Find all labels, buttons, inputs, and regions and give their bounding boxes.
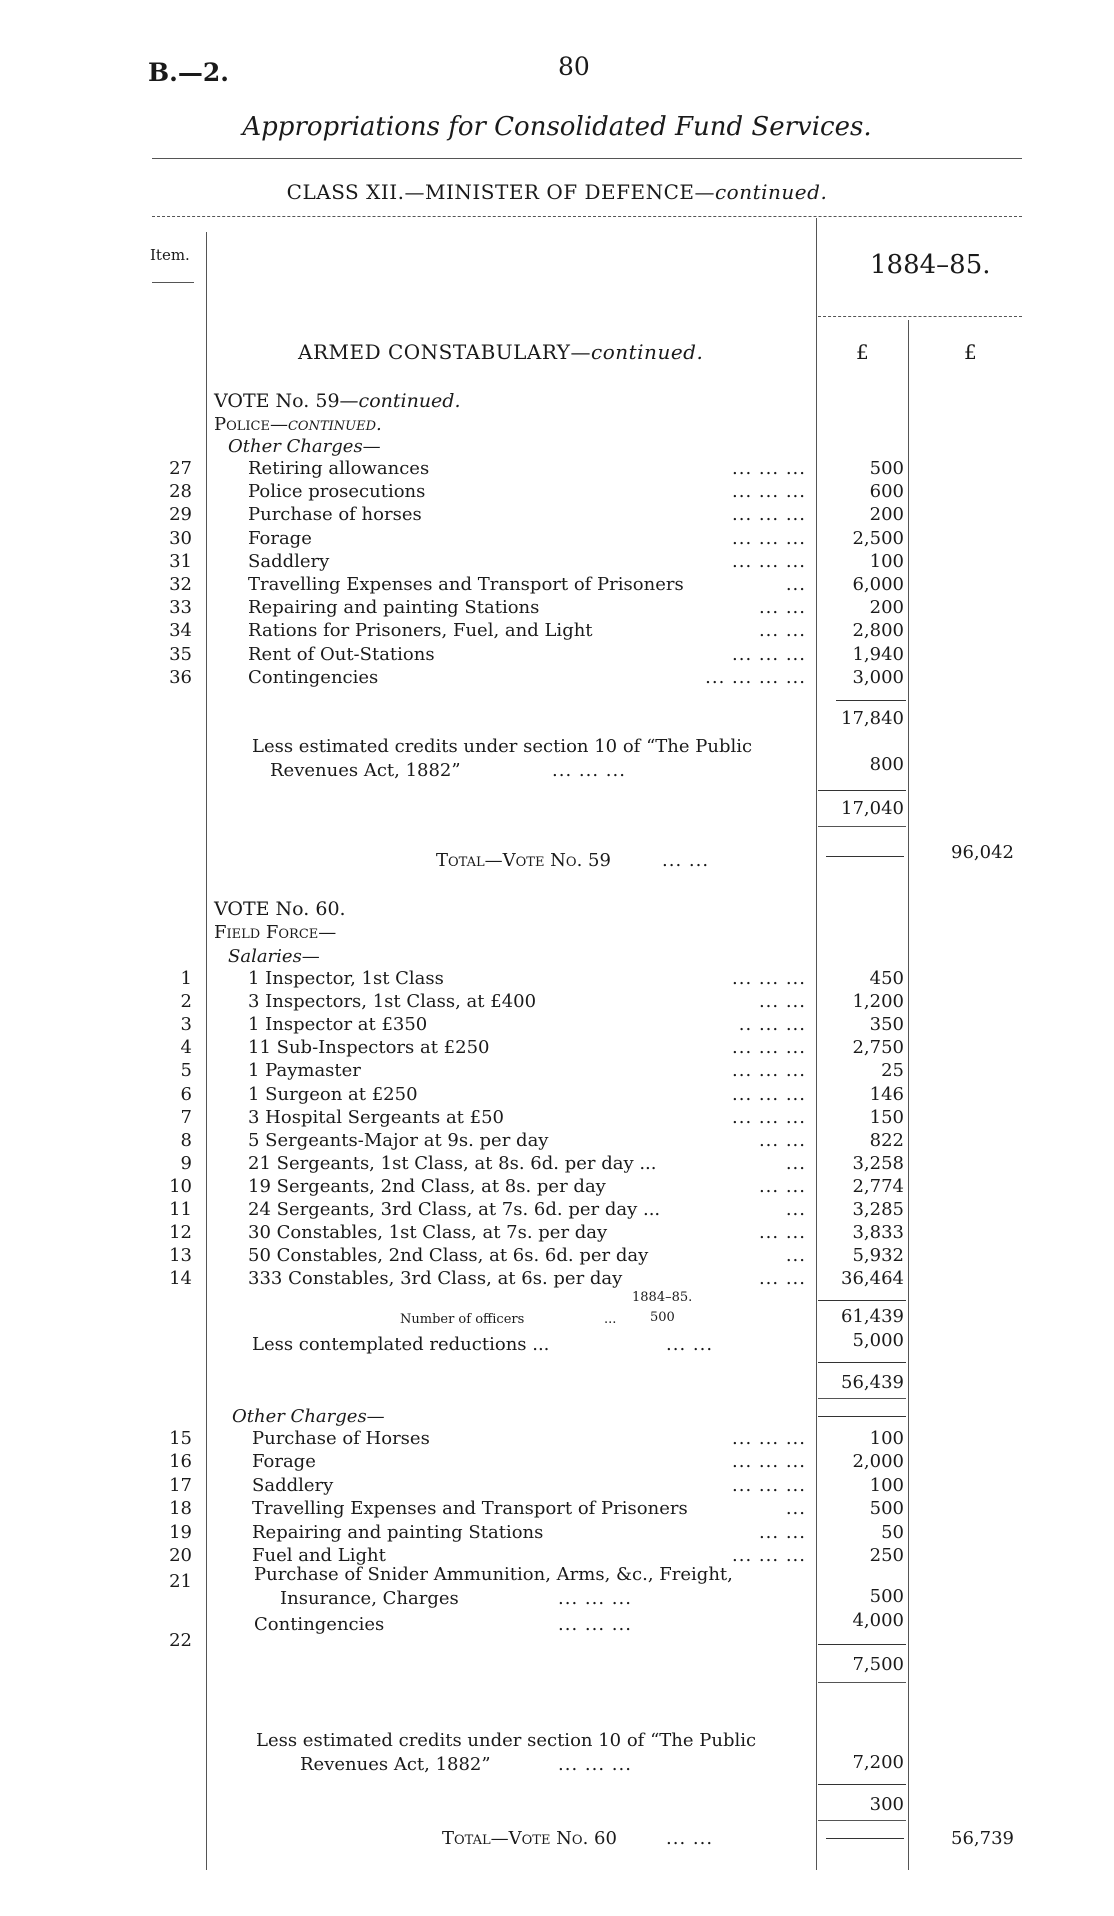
salaries-total: 61,439 (841, 1306, 904, 1327)
item-number: 10 (169, 1175, 192, 1197)
police-heading-text: Police— (214, 414, 288, 435)
item-number: 4 (180, 1037, 192, 1059)
item-number: 22 (169, 1630, 192, 1651)
item-dots: ... ... (758, 1521, 806, 1543)
salaries-total-rule (818, 1300, 906, 1301)
salaries-net-underline (818, 1398, 906, 1399)
document-reference: B.—2. (148, 58, 229, 87)
item-column-rule (206, 232, 207, 1870)
total-column-rule (908, 320, 909, 1870)
vote-60-other-charges-heading: Other Charges— (232, 1406, 385, 1427)
item-amount: 600 (869, 481, 904, 503)
item-number: 6 (180, 1083, 192, 1105)
item-number: 8 (180, 1129, 192, 1151)
item-label: Purchase of Horses (252, 1428, 430, 1449)
vote-60-net-rule (818, 1784, 906, 1785)
item-dots: ... ... ... (732, 1428, 806, 1449)
class-heading-text: CLASS XII.—MINISTER OF DEFENCE— (286, 180, 715, 204)
reductions-dots: ... ... (666, 1334, 714, 1355)
item-number: 36 (169, 666, 192, 688)
salaries-net-rule (818, 1362, 906, 1363)
item-number: 14 (169, 1268, 192, 1290)
item-label: Retiring allowances (248, 458, 430, 479)
item-dots: ... ... ... (732, 643, 806, 665)
item-dots: ... ... ... (732, 504, 806, 526)
vote-59-total-label: Total—Vote No. 59 (436, 850, 611, 871)
item-dots: ... ... (758, 1129, 806, 1151)
item-dots: ... (785, 1245, 806, 1267)
item-amount: 5,932 (852, 1245, 904, 1267)
other-total: 7,500 (852, 1654, 904, 1675)
vote-59-net: 17,040 (841, 798, 904, 819)
item-label: 1 Paymaster (248, 1060, 361, 1082)
item-amount: 100 (869, 1428, 904, 1449)
class-heading-continued: continued. (714, 180, 828, 204)
item-amount: 3,285 (852, 1199, 904, 1220)
item-header-underline (152, 282, 194, 283)
item-number: 1 (180, 968, 192, 989)
item-label: Forage (252, 1451, 316, 1473)
page-title: Appropriations for Consolidated Fund Services. (242, 112, 872, 142)
item-amount: 2,750 (852, 1037, 904, 1059)
item-dots: ... ... (758, 620, 806, 642)
item-21-dots: ... ... ... (558, 1588, 632, 1609)
item-dots: ... ... ... ... (705, 666, 806, 688)
vote-59-subtotal: 17,840 (841, 708, 904, 729)
item-label: 1 Surgeon at £250 (248, 1083, 418, 1105)
item-amount: 25 (881, 1060, 904, 1082)
item-amount: 146 (869, 1083, 904, 1105)
item-amount: 100 (869, 550, 904, 572)
item-label: 3 Hospital Sergeants at £50 (248, 1106, 504, 1128)
item-label: 1 Inspector, 1st Class (248, 968, 444, 989)
item-dots: ... (785, 1199, 806, 1220)
column-header-item: Item. (150, 246, 190, 264)
item-amount: 350 (869, 1014, 904, 1036)
class-heading (0, 180, 1114, 204)
item-amount: 3,833 (852, 1222, 904, 1244)
section-title-text: ARMED CONSTABULARY— (298, 340, 591, 364)
vote-60-less-amount: 7,200 (852, 1752, 904, 1773)
reductions-amount: 5,000 (852, 1330, 904, 1351)
section-title-continued: continued. (591, 340, 704, 364)
item-number: 31 (169, 550, 192, 572)
item-label: 333 Constables, 3rd Class, at 6s. per day (248, 1268, 623, 1290)
item-label: 1 Inspector at £350 (248, 1014, 428, 1036)
header-rule (152, 158, 1022, 159)
vote-59-less-dots: ... ... ... (552, 760, 626, 781)
item-dots: ... ... ... (732, 1451, 806, 1473)
item-amount: 2,774 (852, 1175, 904, 1197)
item-dots: ... (785, 1152, 806, 1174)
other-total-rule (818, 1644, 906, 1645)
vote-59-less-amount: 800 (869, 754, 904, 775)
reductions-label: Less contemplated reductions ... (252, 1334, 550, 1355)
item-label: Repairing and painting Stations (248, 597, 540, 619)
vote-59-subtotal-rule (836, 700, 906, 701)
item-label: 50 Constables, 2nd Class, at 6s. 6d. per day (248, 1245, 649, 1267)
vote-60-total-dash (826, 1838, 904, 1839)
item-amount: 2,800 (852, 620, 904, 642)
officers-year: 1884–85. (632, 1290, 693, 1305)
police-heading (214, 414, 382, 435)
item-dots: ... ... ... (732, 968, 806, 989)
item-amount: 200 (869, 504, 904, 526)
column-header-year: 1884–85. (870, 250, 991, 280)
item-amount: 3,000 (852, 666, 904, 688)
item-number: 11 (169, 1199, 192, 1220)
vote-59-total-dots: ... ... (662, 850, 710, 871)
item-number: 29 (169, 504, 192, 526)
item-dots: ... ... ... (732, 550, 806, 572)
item-label: 19 Sergeants, 2nd Class, at 8s. per day (248, 1175, 606, 1197)
item-dots: ... ... ... (732, 1083, 806, 1105)
item-amount: 200 (869, 597, 904, 619)
vote-60-net: 300 (869, 1794, 904, 1815)
item-amount: 450 (869, 968, 904, 989)
item-number: 18 (169, 1498, 192, 1520)
field-force-heading: Field Force— (214, 922, 337, 943)
item-label: 24 Sergeants, 3rd Class, at 7s. 6d. per day ... (248, 1199, 661, 1220)
item-number: 28 (169, 481, 192, 503)
item-number: 15 (169, 1428, 192, 1449)
item-21-amount: 500 (869, 1586, 904, 1607)
item-number: 35 (169, 643, 192, 665)
item-label: Fuel and Light (252, 1545, 386, 1566)
item-dots: ... ... (758, 597, 806, 619)
item-label: Forage (248, 527, 312, 549)
item-amount: 2,500 (852, 527, 904, 549)
item-21-line1: Purchase of Snider Ammunition, Arms, &c., Freight, (254, 1564, 733, 1585)
item-amount: 3,258 (852, 1152, 904, 1174)
page-number: 80 (558, 52, 590, 81)
item-number: 9 (180, 1152, 192, 1174)
item-number: 12 (169, 1222, 192, 1244)
item-number: 20 (169, 1545, 192, 1566)
salaries-heading: Salaries— (228, 946, 320, 967)
vote-60-heading: VOTE No. 60. (214, 898, 346, 920)
item-dots: ... ... ... (732, 481, 806, 503)
item-dots: ... ... ... (732, 458, 806, 479)
vote-60-less-line2: Revenues Act, 1882” (300, 1754, 491, 1775)
class-rule (152, 216, 1022, 217)
item-dots: ... ... ... (732, 1106, 806, 1128)
item-number: 3 (180, 1014, 192, 1036)
police-continued: continued. (287, 414, 382, 435)
item-number: 27 (169, 458, 192, 479)
item-dots: ... ... (758, 991, 806, 1013)
item-amount: 1,200 (852, 991, 904, 1013)
item-label: 21 Sergeants, 1st Class, at 8s. 6d. per day ... (248, 1152, 657, 1174)
vote-60-total: 56,739 (951, 1828, 1014, 1849)
item-number: 13 (169, 1245, 192, 1267)
item-number: 16 (169, 1451, 192, 1473)
item-label: Police prosecutions (248, 481, 426, 503)
item-22-dots: ... ... ... (558, 1614, 632, 1635)
item-dots: ... ... ... (732, 527, 806, 549)
item-amount: 822 (869, 1129, 904, 1151)
other-charges-heading: Other Charges— (228, 436, 381, 457)
salaries-net: 56,439 (841, 1372, 904, 1393)
item-label: Rations for Prisoners, Fuel, and Light (248, 620, 593, 642)
item-amount: 500 (869, 1498, 904, 1520)
item-number: 21 (169, 1571, 192, 1592)
officers-label: Number of officers (400, 1312, 525, 1327)
item-number: 32 (169, 574, 192, 595)
officers-dots: ... (604, 1312, 617, 1327)
item-amount: 100 (869, 1474, 904, 1496)
item-number: 5 (180, 1060, 192, 1082)
item-22-label: Contingencies (254, 1614, 385, 1635)
item-number: 34 (169, 620, 192, 642)
other-total-underline (818, 1682, 906, 1683)
section-title (298, 340, 703, 364)
item-amount: 250 (869, 1545, 904, 1566)
item-amount: 2,000 (852, 1451, 904, 1473)
vote-59-continued: continued. (358, 390, 461, 412)
item-dots: ... ... ... (732, 1060, 806, 1082)
item-label: 3 Inspectors, 1st Class, at £400 (248, 991, 537, 1013)
item-dots: ... ... (758, 1175, 806, 1197)
item-label: Rent of Out-Stations (248, 643, 435, 665)
item-label: 30 Constables, 1st Class, at 7s. per day (248, 1222, 608, 1244)
vote-59-heading (214, 390, 461, 412)
item-number: 2 (180, 991, 192, 1013)
amount-column-rule (816, 218, 817, 1870)
item-dots: ... ... ... (732, 1474, 806, 1496)
item-dots: ... (785, 574, 806, 595)
item-label: Travelling Expenses and Transport of Prisoners (252, 1498, 688, 1520)
item-amount: 36,464 (841, 1268, 904, 1290)
item-22-amount: 4,000 (852, 1610, 904, 1631)
vote-60-less-line1: Less estimated credits under section 10 of “The Public (256, 1730, 757, 1751)
officers-value: 500 (650, 1310, 675, 1325)
vote-59-total: 96,042 (951, 842, 1014, 863)
vote-60-total-dots: ... ... (666, 1828, 714, 1849)
vote-59-net-underline (818, 826, 906, 827)
item-amount: 50 (881, 1521, 904, 1543)
item-dots: ... ... (758, 1222, 806, 1244)
item-label: Repairing and painting Stations (252, 1521, 544, 1543)
item-dots: ... ... ... (732, 1037, 806, 1059)
item-number: 33 (169, 597, 192, 619)
item-number: 17 (169, 1474, 192, 1496)
vote-59-heading-text: VOTE No. 59— (214, 390, 359, 412)
item-amount: 150 (869, 1106, 904, 1128)
item-amount: 6,000 (852, 574, 904, 595)
item-amount: 500 (869, 458, 904, 479)
item-label: 11 Sub-Inspectors at £250 (248, 1037, 490, 1059)
item-21-line2: Insurance, Charges (280, 1588, 459, 1609)
item-dots: .. ... ... (738, 1014, 806, 1036)
pound-sign-total: £ (964, 340, 977, 364)
item-label: 5 Sergeants-Major at 9s. per day (248, 1129, 549, 1151)
item-number: 30 (169, 527, 192, 549)
other-charges-rule (818, 1416, 906, 1417)
item-label: Saddlery (252, 1474, 334, 1496)
vote-59-less-line1: Less estimated credits under section 10 of “The Public (252, 736, 753, 757)
item-dots: ... ... ... (732, 1545, 806, 1566)
item-amount: 1,940 (852, 643, 904, 665)
year-rule (818, 316, 1022, 317)
vote-59-net-rule (818, 790, 906, 791)
item-label: Travelling Expenses and Transport of Prisoners (248, 574, 684, 595)
vote-60-less-dots: ... ... ... (558, 1754, 632, 1775)
vote-59-total-dash (826, 856, 904, 857)
item-label: Saddlery (248, 550, 330, 572)
item-label: Contingencies (248, 666, 379, 688)
item-number: 19 (169, 1521, 192, 1543)
item-dots: ... ... (758, 1268, 806, 1290)
item-number: 7 (180, 1106, 192, 1128)
vote-60-total-label: Total—Vote No. 60 (442, 1828, 617, 1849)
item-dots: ... (785, 1498, 806, 1520)
pound-sign-amount: £ (856, 340, 869, 364)
item-label: Purchase of horses (248, 504, 422, 526)
vote-60-net-underline (818, 1820, 906, 1821)
vote-59-less-line2: Revenues Act, 1882” (270, 760, 461, 781)
